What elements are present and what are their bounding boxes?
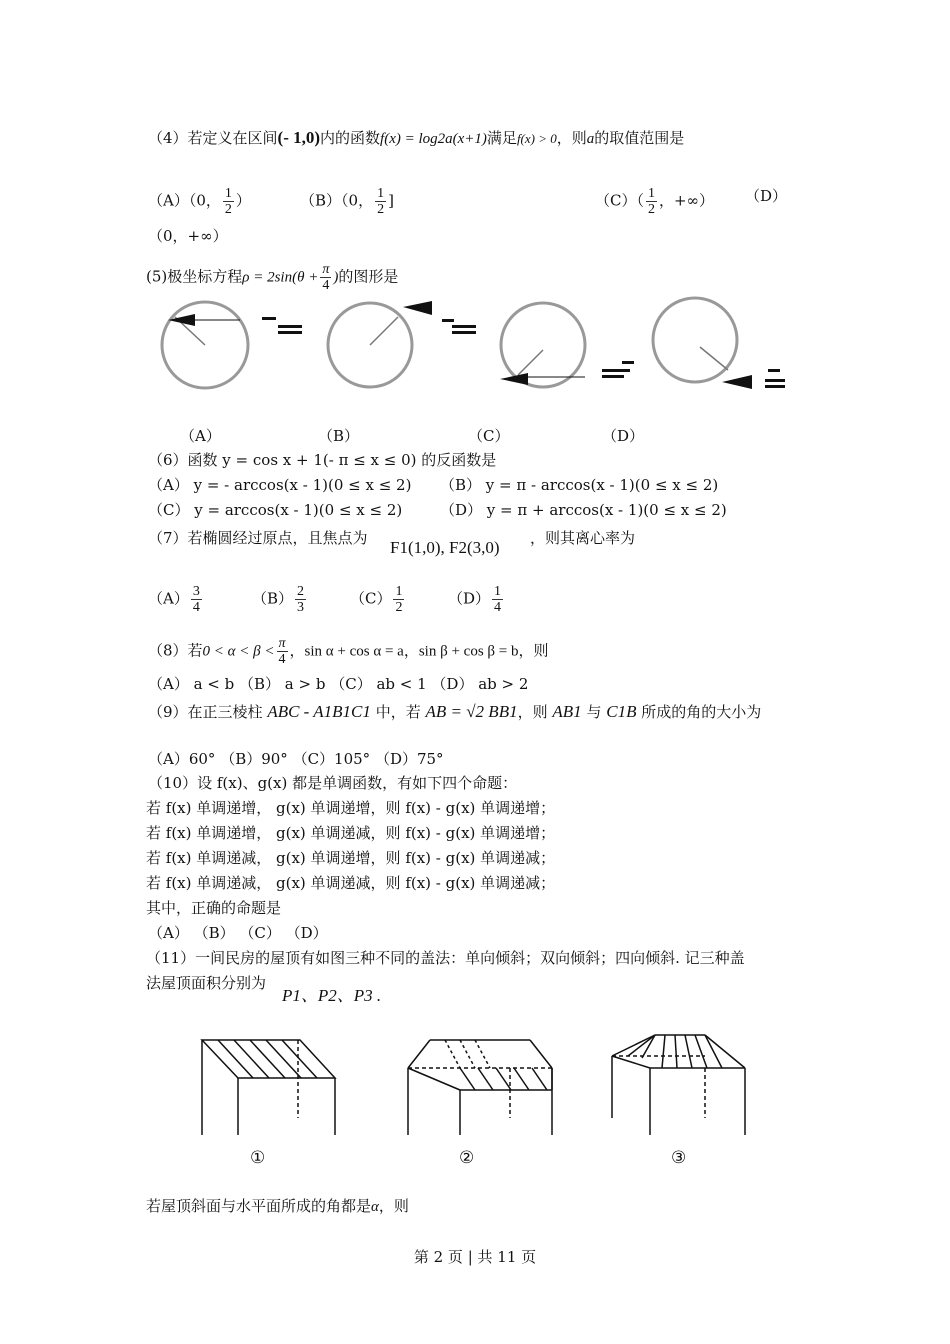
- q11-stem-line1: （11）一间民房的屋顶有如图三种不同的盖法：单向倾斜；双向倾斜；四向倾斜. 记三种盖: [146, 949, 745, 967]
- q7-option-a: （A） $\frac{3}{4}$: [148, 584, 200, 615]
- polar-graph-d: [653, 298, 737, 382]
- q8-options: （A） a < b （B） a > b （C） ab < 1 （D） ab > 2: [148, 675, 529, 693]
- q6-option-a: （A） y = - arccos(x - 1)(0 ≤ x ≤ 2): [148, 476, 412, 494]
- roof-figure-2: [408, 1040, 552, 1135]
- polar-graph-a: [162, 302, 248, 388]
- q11-follow-up: 若屋顶斜面与水平面所成的角都是α，则: [146, 1197, 409, 1215]
- q11-areas: P1、P2、P3 .: [282, 986, 382, 1005]
- q11-stem-line2: 法屋顶面积分别为: [146, 974, 267, 992]
- q4-option-a: （A）（0， $\frac{1}{2}$ ）: [148, 186, 251, 217]
- polar-graph-b: [328, 303, 412, 387]
- q4-option-b: （B）（0， $\frac{1}{2}$ ]: [300, 186, 394, 217]
- q5-polar-graphs: [0, 295, 950, 425]
- q6-option-b: （B） y = π - arccos(x - 1)(0 ≤ x ≤ 2): [440, 476, 719, 494]
- axis-marker-icon: [602, 361, 634, 378]
- q4-option-c: （C）（ $\frac{1}{2}$ ，+∞）: [595, 186, 715, 217]
- q5-label-b: （B）: [318, 427, 360, 445]
- q10-conclusion: 其中，正确的命题是: [146, 899, 282, 917]
- q6-option-d: （D） y = π + arccos(x - 1)(0 ≤ x ≤ 2): [440, 501, 727, 519]
- polar-graph-c: [501, 303, 585, 387]
- q9-options: （A）60° （B）90° （C）105° （D）75°: [148, 750, 444, 768]
- q10-proposition-1: 若 f(x) 单调递增， g(x) 单调递增，则 f(x) - g(x) 单调递增；: [146, 799, 556, 817]
- q5-label-c: （C）: [468, 427, 510, 445]
- q7-option-b: （B） $\frac{2}{3}$: [252, 584, 305, 615]
- q7-option-c: （C） $\frac{1}{2}$: [350, 584, 403, 615]
- q6-option-c: （C） y = arccos(x - 1)(0 ≤ x ≤ 2): [148, 501, 403, 519]
- axis-marker-icon: [442, 319, 476, 334]
- q10-proposition-4: 若 f(x) 单调递减， g(x) 单调递减，则 f(x) - g(x) 单调递减；: [146, 874, 556, 892]
- q11-fig-label-1: ①: [250, 1148, 266, 1168]
- q5-label-a: （A）: [180, 427, 221, 445]
- q11-roof-figures: [0, 1030, 950, 1150]
- q11-fig-label-2: ②: [459, 1148, 475, 1168]
- arrow-icon: [722, 375, 752, 389]
- axis-marker-icon: [262, 317, 302, 334]
- roof-figure-1: [202, 1040, 335, 1135]
- q9-stem: （9）在正三棱柱 ABC - A1B1C1 中，若 AB = √2 BB1，则 AB1 与 C1B 所成的角的大小为: [148, 702, 762, 721]
- page-footer: 第 2 页 | 共 11 页: [413, 1248, 537, 1266]
- q7-stem-end: ，则其离心率为: [530, 529, 636, 547]
- q7-foci: F1(1,0), F2(3,0): [390, 538, 500, 557]
- q10-proposition-2: 若 f(x) 单调递增， g(x) 单调递减，则 f(x) - g(x) 单调递增；: [146, 824, 556, 842]
- q10-stem: （10）设 f(x)、g(x) 都是单调函数，有如下四个命题：: [148, 774, 518, 792]
- q5-label-d: （D）: [602, 427, 645, 445]
- q8-stem: （8）若0 < α < β < $\frac{\pi}{4}$ ，sin α + cos α = a，sin β + cos β = b，则: [148, 636, 549, 667]
- q10-options: （A） （B） （C） （D）: [148, 924, 328, 942]
- q7-option-d: （D） $\frac{1}{4}$: [448, 584, 502, 615]
- q10-proposition-3: 若 f(x) 单调递减， g(x) 单调递增，则 f(x) - g(x) 单调递减；: [146, 849, 556, 867]
- arrow-icon: [403, 301, 432, 315]
- q6-stem: （6）函数 y = cos x + 1(- π ≤ x ≤ 0) 的反函数是: [148, 451, 497, 469]
- q4-option-d-label: （D）: [745, 187, 788, 205]
- roof-figure-3: [612, 1035, 745, 1135]
- q4-stem: （4）若定义在区间(- 1,0)内的函数f(x) = log2a(x+1)满足f(x) > 0，则a的取值范围是: [148, 128, 685, 147]
- q5-stem: (5)极坐标方程ρ = 2sin(θ + $\frac{\pi}{4}$ )的图形是: [146, 262, 399, 293]
- q4-option-d-value: （0，+∞）: [148, 227, 228, 245]
- q11-fig-label-3: ③: [671, 1148, 687, 1168]
- q7-stem: （7）若椭圆经过原点，且焦点为: [148, 529, 368, 547]
- axis-marker-icon: [765, 369, 785, 388]
